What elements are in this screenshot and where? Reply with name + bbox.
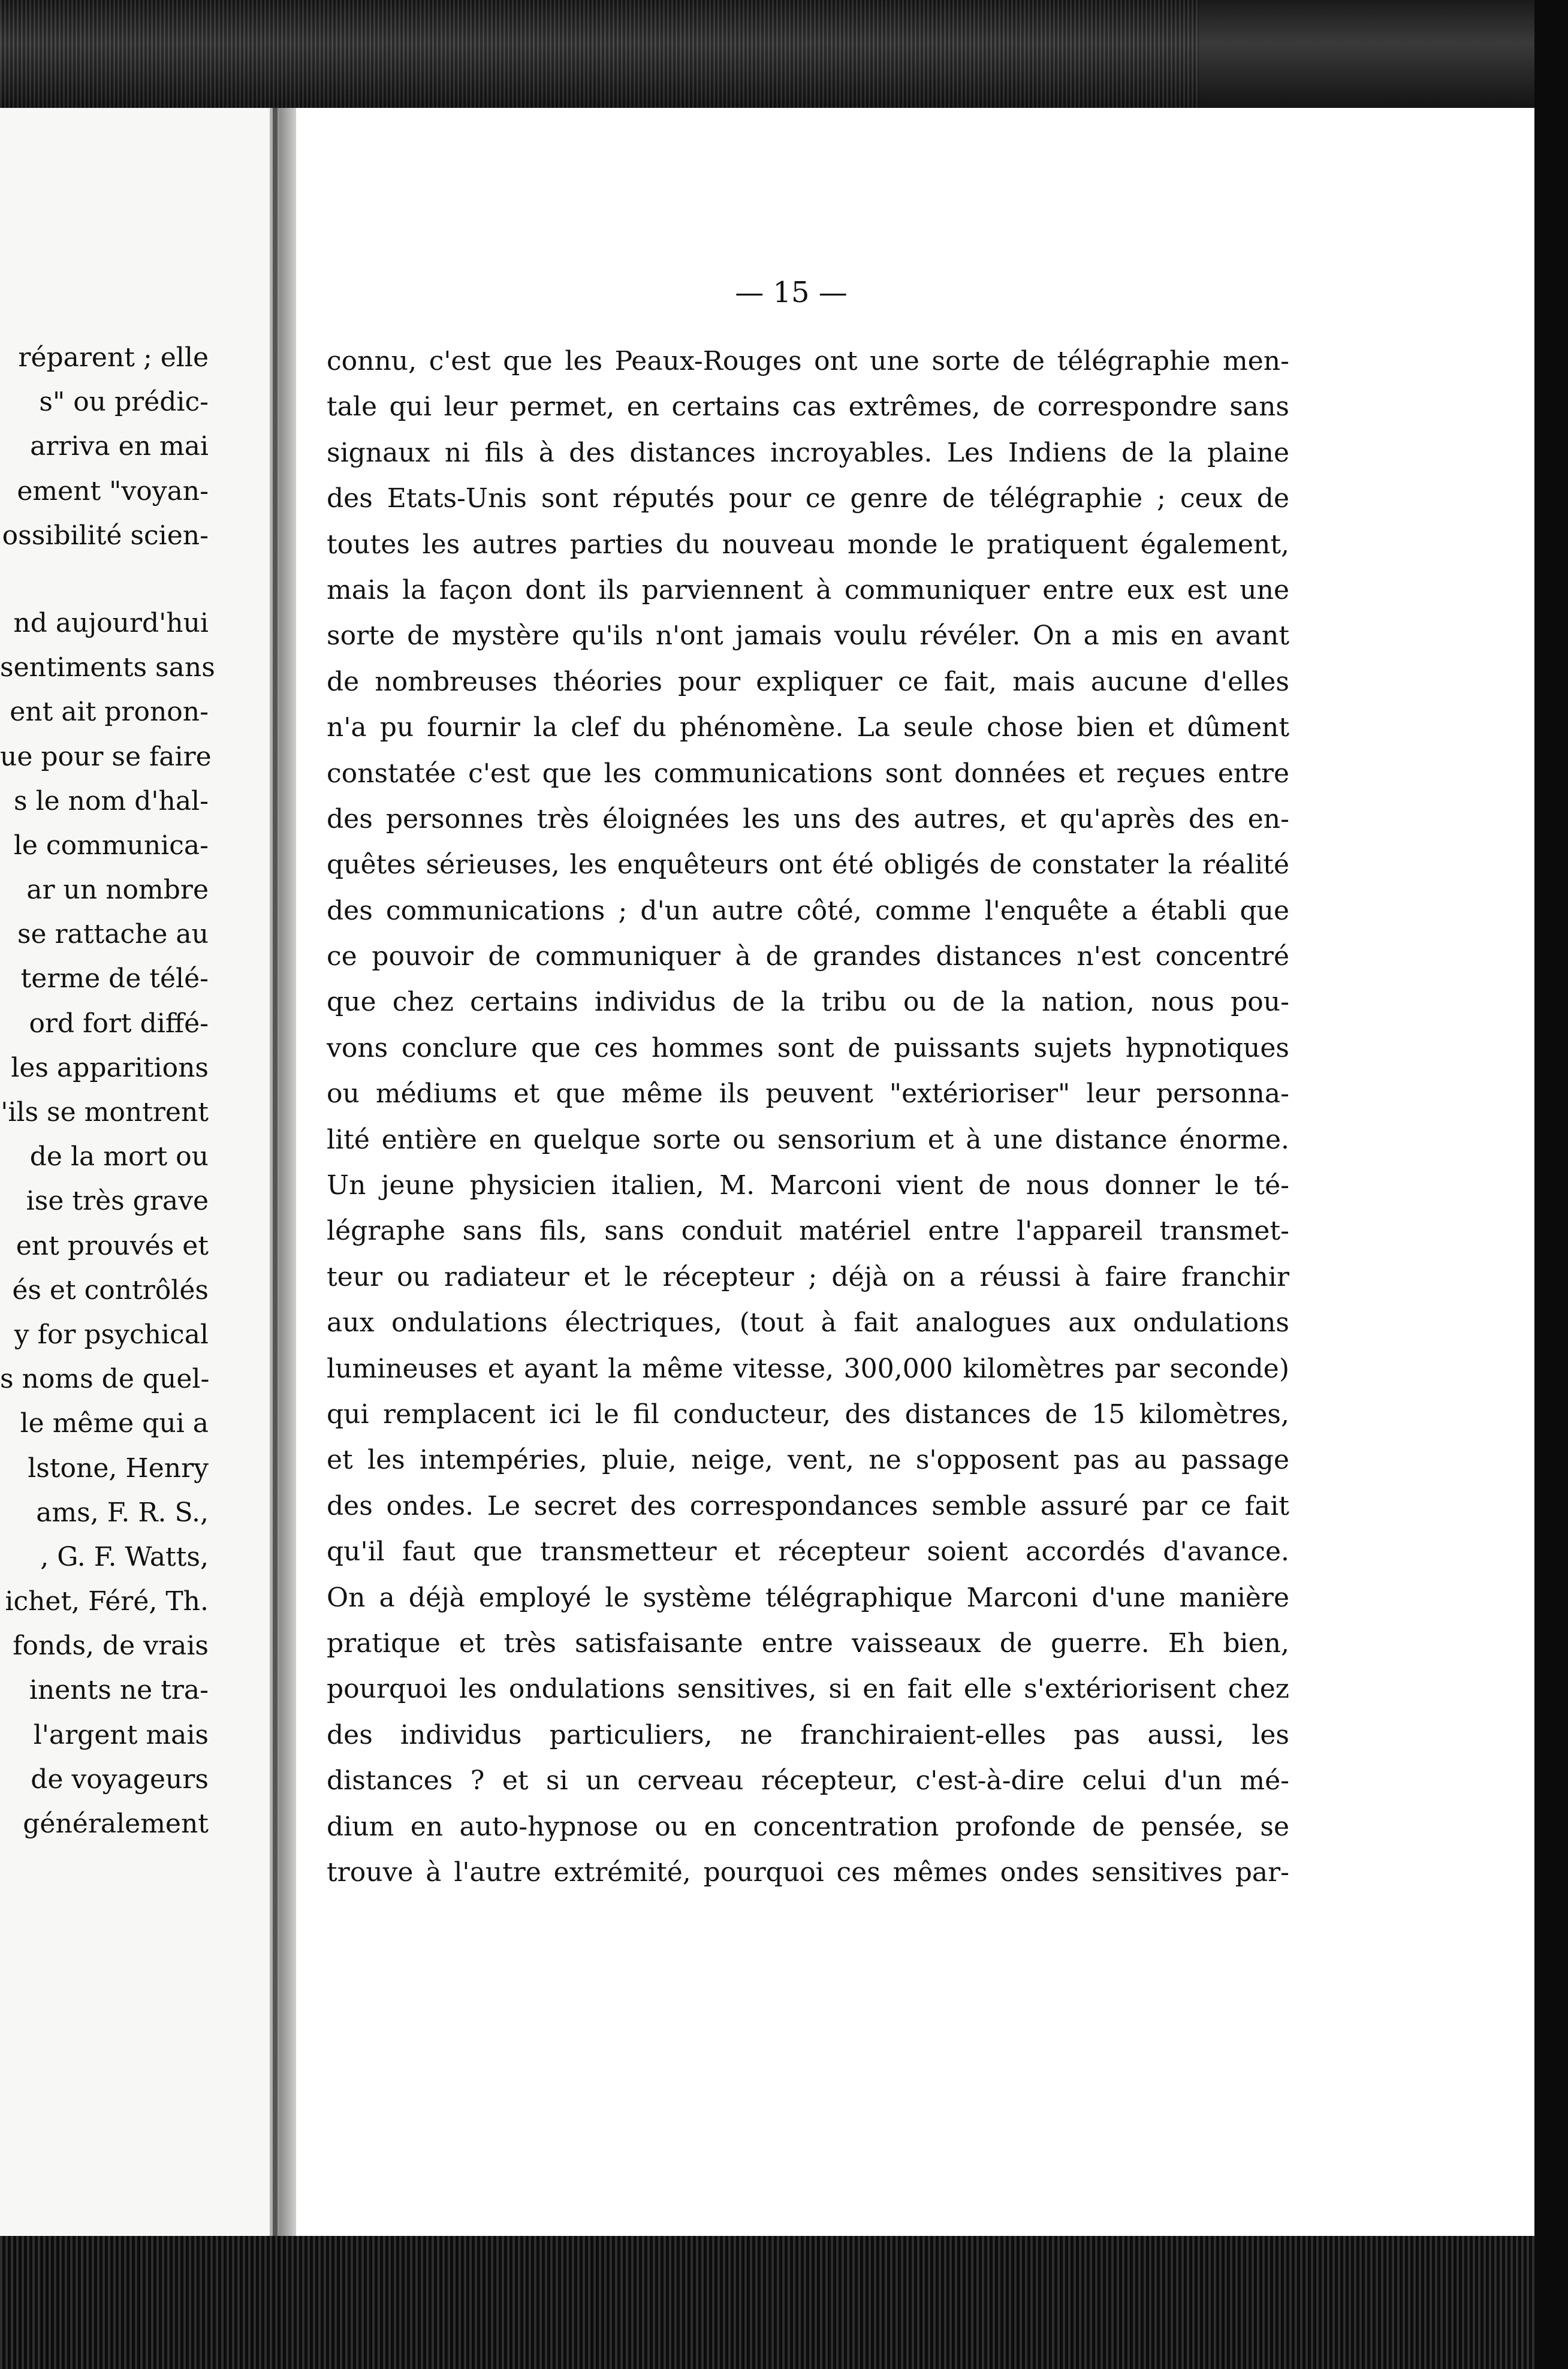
left-text-line: s noms de quel- [0, 1364, 210, 1395]
text-line: trouve à l'autre extrémité, pourquoi ces mêmes ondes sensitives par- [327, 1856, 1289, 1888]
left-text-line: ichet, Féré, Th. [5, 1586, 209, 1617]
left-text-line: réparent ; elle [18, 342, 209, 373]
text-line: des Etats-Unis sont réputés pour ce genre de télégraphie ; ceux de [327, 483, 1289, 514]
left-text-line: ise très grave [26, 1186, 209, 1217]
text-line: des communications ; d'un autre côté, comme l'enquête a établi que [327, 895, 1289, 926]
left-text-line: lstone, Henry [28, 1452, 209, 1484]
left-text-line: ement "voyan- [17, 475, 209, 507]
text-line: mais la façon dont ils parviennent à communiquer entre eux est une [327, 574, 1289, 605]
left-text-line: ar un nombre [26, 875, 209, 906]
left-text-line: nd aujourd'hui [13, 607, 209, 638]
left-text-line: terme de télé- [20, 963, 209, 994]
left-text-line: sentiments sans [0, 652, 215, 683]
left-text-line: généralement [23, 1809, 209, 1839]
left-text-line: le même qui a [20, 1408, 209, 1439]
left-text-line: ord fort diffé- [29, 1008, 209, 1039]
left-text-line: ent prouvés et [16, 1230, 209, 1261]
paragraph-gap [0, 558, 209, 601]
text-line: tale qui leur permet, en certains cas extrêmes, de correspondre sans [327, 391, 1289, 423]
text-line: sorte de mystère qu'ils n'ont jamais voulu révéler. On a mis en avant [327, 620, 1289, 652]
text-line: connu, c'est que les Peaux-Rouges ont une sorte de télégraphie men- [327, 346, 1289, 376]
page-number: — 15 — [735, 276, 848, 309]
left-text-line: le communica- [13, 830, 209, 861]
left-text-line: s" ou prédic- [39, 387, 209, 418]
text-line: qui remplacent ici le fil conducteur, des distances de 15 kilomètres, [327, 1399, 1289, 1430]
left-text-line: ent ait pronon- [10, 697, 209, 728]
text-line: que chez certains individus de la tribu ou de la nation, nous pou- [327, 987, 1289, 1018]
left-text-line: és et contrôlés [12, 1274, 209, 1306]
text-line: pourquoi les ondulations sensitives, si en fait elle s'extériorisent chez [327, 1674, 1289, 1705]
left-page-text [0, 336, 215, 1846]
text-line: et les intempéries, pluie, neige, vent, ne s'opposent pas au passage [327, 1445, 1289, 1476]
body-text [327, 339, 1289, 1895]
text-line: dium en auto-hypnose ou en concentration profonde de pensée, se [327, 1811, 1289, 1842]
text-line: vons conclure que ces hommes sont de puissants sujets hypnotiques [327, 1032, 1289, 1063]
left-text-line: ams, F. R. S., [36, 1497, 209, 1528]
scan-border-right [1534, 0, 1568, 2369]
text-line: aux ondulations électriques, (tout à fait analogues aux ondulations [327, 1307, 1289, 1339]
text-line: ou médiums et que même ils peuvent "extérioriser" leur personna- [327, 1078, 1289, 1110]
gutter-shadow [273, 108, 278, 2236]
scan-border-texture [0, 0, 1199, 108]
text-line: n'a pu fournir la clef du phénomène. La seule chose bien et dûment [327, 712, 1289, 743]
text-line: lumineuses et ayant la même vitesse, 300,000 kilomètres par seconde) [327, 1353, 1289, 1384]
left-text-line: arriva en mai [30, 431, 209, 462]
text-line: pratique et très satisfaisante entre vaisseaux de guerre. Eh bien, [327, 1627, 1289, 1659]
left-text-line: les apparitions [11, 1052, 209, 1083]
text-line: toutes les autres parties du nouveau monde le pratiquent également, [327, 529, 1289, 560]
text-line: légraphe sans fils, sans conduit matériel entre l'appareil transmet- [327, 1216, 1289, 1247]
text-line: distances ? et si un cerveau récepteur, c'est-à-dire celui d'un mé- [327, 1765, 1289, 1797]
left-text-line: de la mort ou [29, 1141, 209, 1173]
left-text-line: l'argent mais [33, 1719, 209, 1750]
text-line: des individus particuliers, ne franchiraient-elles pas aussi, les [327, 1719, 1289, 1750]
text-line: constatée c'est que les communications sont données et reçues entre [327, 758, 1289, 789]
left-text-line: s le nom d'hal- [14, 785, 209, 816]
scan-border-bottom [0, 2236, 1568, 2369]
left-text-line: se rattache au [17, 919, 209, 950]
text-line: signaux ni fils à des distances incroyables. Les Indiens de la plaine [327, 437, 1289, 468]
text-line: teur ou radiateur et le récepteur ; déjà on a réussi à faire franchir [327, 1261, 1289, 1292]
text-line: qu'il faut que transmetteur et récepteur soient accordés d'avance. [327, 1536, 1289, 1568]
left-text-line: ue pour se faire [0, 741, 212, 772]
left-text-line: y for psychical [14, 1319, 209, 1350]
left-text-line: 'ils se montrent [1, 1097, 209, 1128]
left-text-line: fonds, de vrais [13, 1630, 209, 1662]
text-line: ce pouvoir de communiquer à de grandes distances n'est concentré [327, 941, 1289, 972]
left-text-line: , G. F. Watts, [40, 1541, 209, 1572]
left-text-line: de voyageurs [31, 1764, 209, 1795]
left-page [0, 108, 270, 2236]
text-line: des personnes très éloignées les uns des autres, et qu'après des en- [327, 803, 1289, 834]
text-line: des ondes. Le secret des correspondances semble assuré par ce fait [327, 1490, 1289, 1521]
text-line: Un jeune physicien italien, M. Marconi vient de nous donner le té- [327, 1170, 1289, 1201]
scan-border-top [0, 0, 1568, 108]
left-text-line: ossibilité scien- [2, 520, 209, 551]
left-text-line: inents ne tra- [29, 1675, 209, 1706]
text-line: de nombreuses théories pour expliquer ce fait, mais aucune d'elles [327, 666, 1289, 697]
scan-border-texture [0, 2236, 1568, 2369]
text-line: quêtes sérieuses, les enquêteurs ont été obligés de constater la réalité [327, 849, 1289, 881]
text-line: lité entière en quelque sorte ou sensorium et à une distance énorme. [327, 1124, 1289, 1155]
text-line: On a déjà employé le système télégraphique Marconi d'une manière [327, 1582, 1289, 1613]
